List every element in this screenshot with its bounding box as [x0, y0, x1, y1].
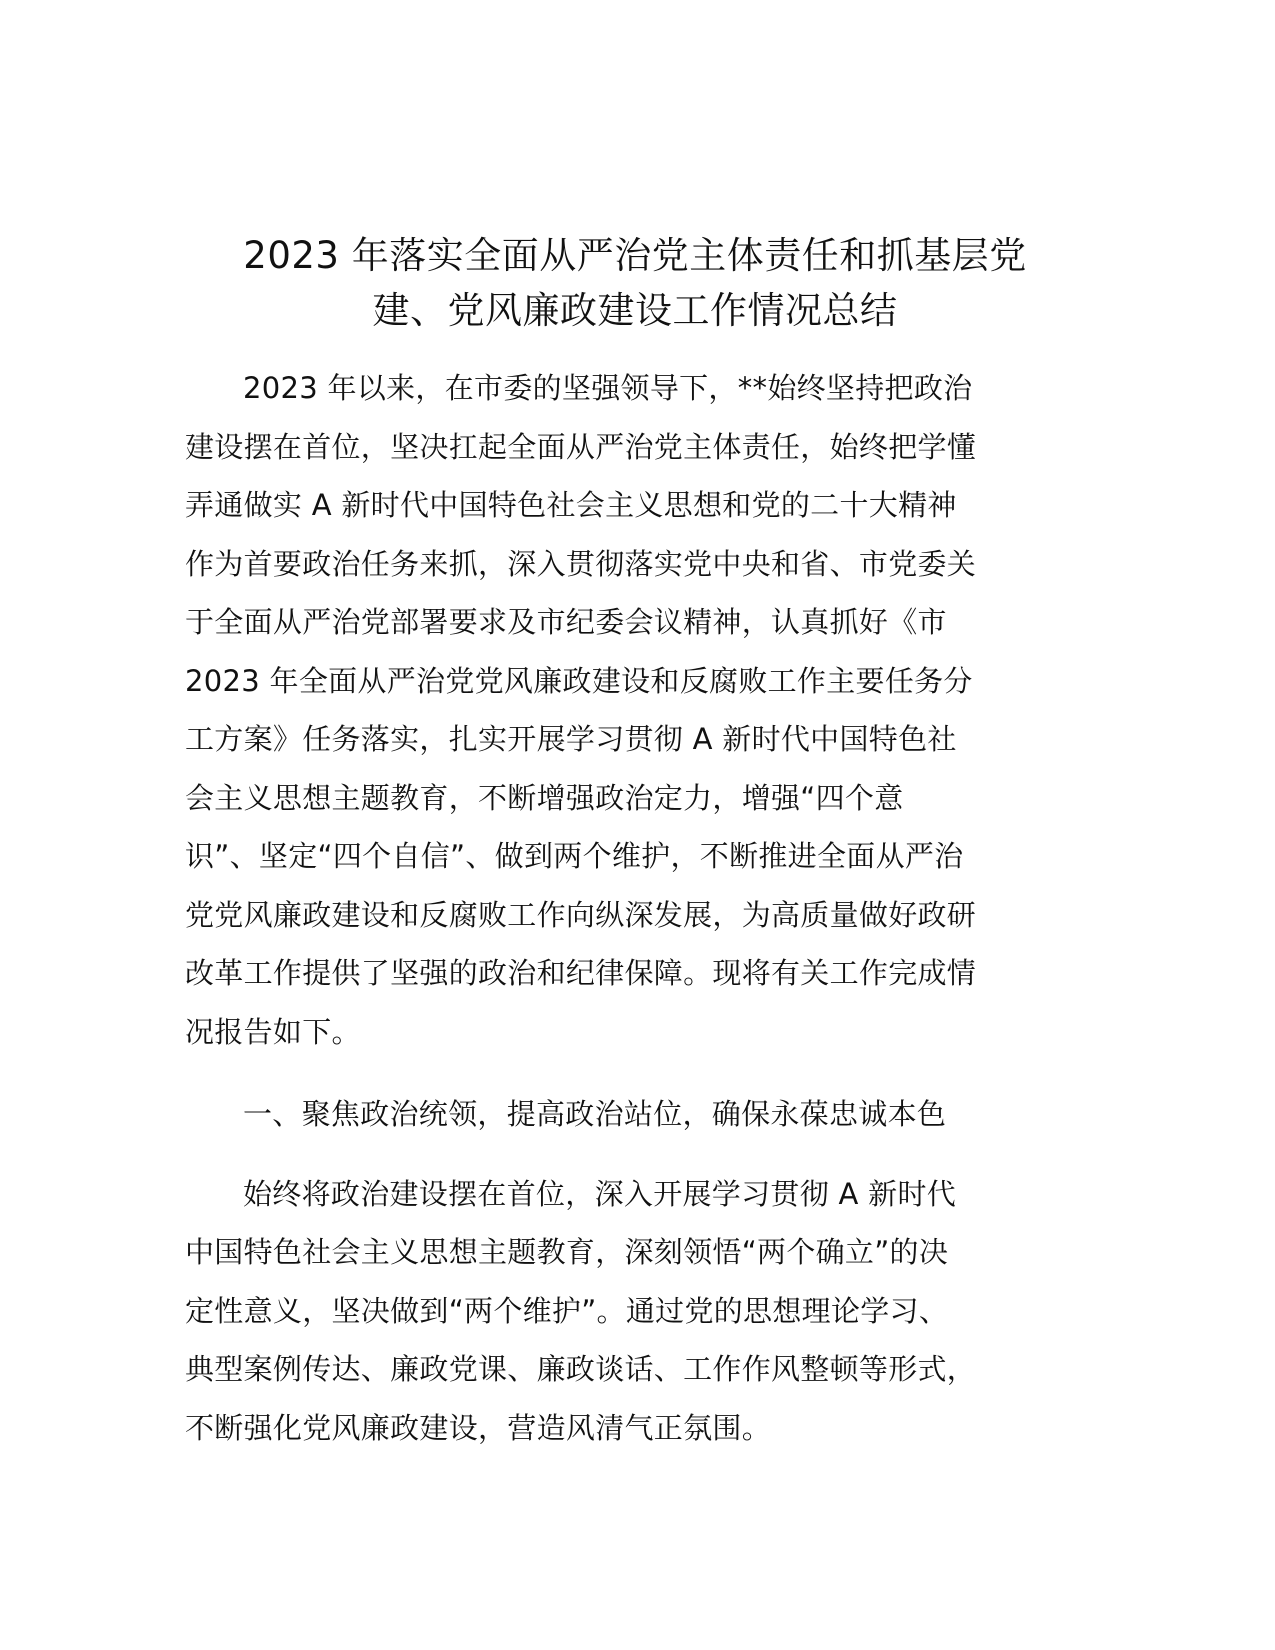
paragraph-line: 2023 年全面从严治党党风廉政建设和反腐败工作主要任务分 [185, 663, 973, 698]
paragraph-line: 弄通做实 A 新时代中国特色社会主义思想和党的二十大精神 [185, 488, 957, 522]
paragraph-line: 中国特色社会主义思想主题教育，深刻领悟“两个确立”的决 [185, 1235, 949, 1269]
section-paragraph [185, 1165, 1085, 1458]
paragraph-line: 建设摆在首位，坚决扛起全面从严治党主体责任，始终把学懂 [185, 429, 977, 464]
section-heading-text: 一、聚焦政治统领，提高政治站位，确保永葆忠诚本色 [243, 1097, 947, 1131]
paragraph-line: 不断强化党风廉政建设，营造风清气正氛围。 [185, 1410, 772, 1445]
paragraph-line: 会主义思想主题教育，不断增强政治定力，增强“四个意 [185, 780, 904, 815]
intro-paragraph [185, 359, 1085, 1061]
paragraph-line: 作为首要政治任务来抓，深入贯彻落实党中央和省、市党委关 [185, 546, 977, 581]
title-line: 2023 年落实全面从严治党主体责任和抓基层党 [243, 234, 1027, 277]
paragraph-line: 况报告如下。 [185, 1014, 361, 1049]
paragraph-line: 党党风廉政建设和反腐败工作向纵深发展，为高质量做好政研 [185, 897, 977, 932]
paragraph-line: 典型案例传达、廉政党课、廉政谈话、工作作风整顿等形式， [185, 1352, 977, 1386]
section-heading [185, 1085, 1085, 1144]
paragraph-line: 定性意义，坚决做到“两个维护”。通过党的思想理论学习、 [185, 1293, 949, 1328]
document-title [185, 228, 1085, 338]
paragraph-line: 识”、坚定“四个自信”、做到两个维护，不断推进全面从严治 [185, 839, 964, 873]
title-line: 建、党风廉政建设工作情况总结 [372, 289, 898, 332]
paragraph-line: 工方案》任务落实，扎实开展学习贯彻 A 新时代中国特色社 [185, 722, 957, 756]
paragraph-line: 改革工作提供了坚强的政治和纪律保障。现将有关工作完成情 [185, 956, 977, 990]
document-content [185, 228, 1085, 1457]
paragraph-line: 2023 年以来，在市委的坚强领导下，**始终坚持把政治 [243, 371, 973, 405]
paragraph-line: 始终将政治建设摆在首位，深入开展学习贯彻 A 新时代 [243, 1176, 957, 1211]
paragraph-line: 于全面从严治党部署要求及市纪委会议精神，认真抓好《市 [185, 605, 947, 639]
